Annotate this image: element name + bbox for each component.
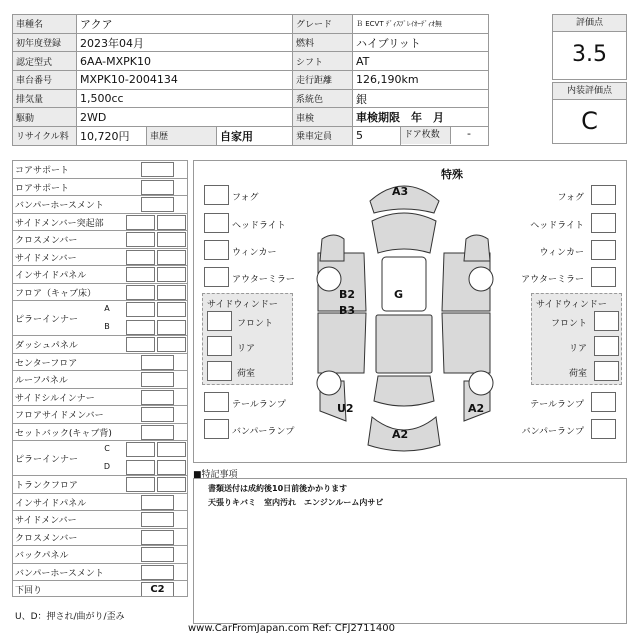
parts-row-label: ロアサポート — [15, 183, 70, 194]
parts-check-box — [157, 320, 186, 335]
parts-check-box — [126, 460, 155, 475]
shift-value: AT — [353, 52, 489, 71]
left-item-check[interactable] — [204, 185, 229, 205]
score-label: 評価点 — [553, 15, 626, 32]
right-item-label: ヘッドライト — [530, 221, 584, 231]
parts-row — [12, 388, 188, 406]
parts-row-label: ピラーインナー — [15, 315, 79, 325]
score-value: 3.5 — [572, 42, 607, 67]
parts-row — [12, 283, 188, 301]
side-window-right-title: サイドウィンドー — [536, 300, 607, 310]
right-front-fender — [464, 235, 490, 261]
parts-row — [12, 353, 188, 371]
parts-row-label: トランクフロア — [15, 481, 78, 491]
parts-row — [12, 335, 188, 353]
roof-panel — [376, 315, 432, 373]
parts-check-box — [141, 180, 174, 195]
side-window-label: リア — [568, 344, 587, 354]
parts-check-box — [141, 355, 174, 370]
color-value: 銀 — [353, 89, 489, 108]
side-window-left — [202, 293, 293, 385]
parts-check-box — [141, 425, 174, 440]
parts-row-label: インサイドパネル — [15, 498, 87, 509]
parts-check-box — [141, 390, 174, 405]
grade-glass: G — [394, 288, 404, 301]
parts-row — [12, 563, 188, 581]
parts-row — [12, 248, 188, 266]
side-window-label: 荷室 — [568, 369, 587, 379]
parts-check-box — [126, 477, 155, 492]
left-item-check[interactable] — [204, 240, 229, 260]
parts-row — [12, 545, 188, 563]
parts-row — [12, 423, 188, 441]
doors-label: ドア枚数 — [401, 127, 451, 144]
bottom-left-check[interactable] — [204, 419, 229, 439]
type-label: 認定型式 — [13, 52, 77, 71]
side-window-label: リア — [237, 344, 256, 354]
parts-row — [12, 580, 188, 598]
grade-rear-right: A2 — [468, 402, 485, 415]
interior-score-label: 内装評価点 — [553, 83, 626, 100]
bottom-left-label: テールランプ — [232, 400, 286, 410]
parts-check-box — [126, 442, 155, 457]
left-rear-door — [318, 313, 366, 373]
parts-check-box — [141, 162, 174, 177]
left-item-label: ウィンカー — [232, 248, 277, 258]
left-item-check[interactable] — [204, 213, 229, 233]
capacity-label: 乗車定員 — [293, 127, 353, 146]
parts-row-label: ダッシュパネル — [15, 341, 78, 351]
car-diagram-panel — [193, 160, 627, 463]
parts-row-label: バックパネル — [15, 551, 69, 561]
parts-row — [12, 160, 188, 178]
mileage-value: 126,190km — [353, 71, 489, 90]
parts-row-label: フロア（キャブ床） — [15, 288, 97, 299]
parts-row-label: コアサポート — [15, 166, 70, 176]
footer-reference: www.CarFromJapan.com Ref: CFJ2711400 — [188, 623, 395, 634]
recycle-label: リサイクル料 — [13, 127, 77, 146]
parts-check-box — [126, 215, 155, 230]
fuel-label: 燃料 — [293, 33, 353, 52]
bottom-left-label: バンパーランプ — [232, 427, 295, 437]
bottom-right-check[interactable] — [591, 392, 616, 412]
parts-check-box — [141, 372, 174, 387]
parts-row-label: サイドメンバー — [15, 516, 77, 526]
side-window-check[interactable] — [207, 361, 232, 381]
left-rear-wheel — [317, 371, 341, 395]
parts-check-box — [126, 320, 155, 335]
windshield-panel — [372, 213, 436, 253]
side-window-check[interactable] — [594, 311, 619, 331]
left-item-label: フォグ — [232, 193, 259, 203]
parts-check-box — [157, 215, 186, 230]
parts-row-label: バンパーホースメント — [15, 568, 104, 579]
right-rear-wheel — [469, 371, 493, 395]
history-label: 車歴 — [147, 127, 217, 146]
right-item-check[interactable] — [591, 240, 616, 260]
displacement-label: 排気量 — [13, 89, 77, 108]
side-window-label: フロント — [237, 319, 274, 329]
score-box — [552, 14, 627, 80]
model-label: 車種名 — [13, 15, 77, 34]
right-item-label: アウターミラー — [521, 275, 584, 285]
right-item-check[interactable] — [591, 267, 616, 287]
undercarriage-grade: C2 — [141, 582, 174, 597]
drive-value: 2WD — [77, 108, 293, 127]
parts-row — [12, 213, 188, 231]
mileage-label: 走行距離 — [293, 71, 353, 90]
grade-hood: A3 — [392, 185, 409, 198]
parts-row — [12, 195, 188, 213]
right-item-check[interactable] — [591, 185, 616, 205]
side-window-check[interactable] — [207, 336, 232, 356]
doors-value: - — [467, 127, 471, 141]
side-window-right — [531, 293, 622, 385]
drive-label: 駆動 — [13, 108, 77, 127]
pillar-sub-label: A — [104, 304, 110, 313]
model-value: アクア — [77, 15, 293, 34]
pillar-sub-label: D — [103, 461, 111, 471]
parts-row — [12, 265, 188, 283]
grade-roof-left2: B3 — [339, 304, 356, 317]
inspection-value: 車検期限 年 月 — [353, 108, 489, 127]
pillar-sub-label: C — [104, 444, 110, 453]
left-item-check[interactable] — [204, 267, 229, 287]
grade-value: Ｂ ECVT ﾃﾞｨｽﾌﾟﾚｲｵｰﾃﾞｨｵ無 — [353, 15, 489, 34]
parts-row-label: クロスメンバー — [15, 533, 78, 544]
chassis-label: 車台番号 — [13, 71, 77, 90]
parts-row-label: サイドシルインナー — [15, 393, 95, 404]
parts-row — [12, 475, 188, 493]
parts-row-label: バンパーホースメント — [15, 201, 104, 211]
parts-row — [12, 405, 188, 423]
right-item-label: ウィンカー — [539, 248, 584, 258]
parts-check-box — [157, 285, 186, 300]
parts-check-box — [126, 232, 155, 247]
inspection-label: 車検 — [293, 108, 353, 127]
left-item-label: ヘッドライト — [232, 221, 286, 231]
side-window-label: フロント — [550, 319, 587, 329]
grade-rear-bumper: A2 — [392, 428, 409, 441]
grade-rear-left: U2 — [337, 402, 354, 415]
first-reg-value: 2023年04月 — [77, 33, 293, 52]
parts-check-box — [157, 302, 186, 317]
notes-title: ■特記事項 — [193, 470, 238, 480]
pillar-sub-label: B — [104, 321, 110, 331]
parts-check-box — [157, 460, 186, 475]
parts-check-box — [126, 337, 155, 352]
parts-check-box — [126, 250, 155, 265]
parts-row-label: フロアサイドメンバー — [15, 411, 104, 421]
parts-row — [12, 528, 188, 546]
parts-check-box — [157, 250, 186, 265]
left-front-fender — [320, 235, 344, 261]
parts-row-label: サイドメンバー — [15, 253, 77, 264]
right-item-check[interactable] — [591, 213, 616, 233]
parts-check-box — [141, 197, 174, 212]
side-window-left-title: サイドウィンドー — [207, 300, 278, 310]
parts-row-label: サイドメンバー突起部 — [15, 218, 104, 229]
left-item-label: アウターミラー — [232, 275, 295, 285]
parts-row-label: ルーフパネル — [15, 376, 68, 386]
rear-window-panel — [374, 376, 434, 406]
side-window-check[interactable] — [594, 361, 619, 381]
interior-score-box — [552, 82, 627, 144]
special-label: 特殊 — [441, 168, 463, 181]
parts-check-box — [126, 285, 155, 300]
parts-row — [12, 230, 188, 248]
parts-row — [12, 510, 188, 528]
type-value: 6AA-MXPK10 — [77, 52, 293, 71]
fuel-value: ハイブリット — [353, 33, 489, 52]
parts-check-box — [126, 267, 155, 282]
grade-label: グレード — [293, 15, 353, 34]
interior-score-value: C — [581, 107, 598, 135]
parts-row — [12, 178, 188, 196]
grade-roof-left1: B2 — [339, 288, 356, 301]
parts-row-label: セットバック(キャブ背) — [15, 428, 112, 439]
parts-check-box — [157, 477, 186, 492]
right-item-label: フォグ — [557, 193, 584, 203]
front-seat-area — [382, 257, 426, 311]
legend-text: U、D：押され/曲がり/歪み — [15, 612, 125, 622]
right-front-wheel — [469, 267, 493, 291]
notes-box — [193, 478, 627, 624]
parts-row — [12, 370, 188, 388]
bottom-right-label: バンパーランプ — [521, 427, 584, 437]
chassis-value: MXPK10-2004134 — [77, 71, 293, 90]
parts-check-box — [157, 267, 186, 282]
parts-check-box — [141, 547, 174, 562]
parts-row-label: インサイドパネル — [15, 271, 87, 281]
side-window-label: 荷室 — [237, 369, 256, 379]
history-value: 自家用 — [217, 127, 293, 146]
bottom-right-check[interactable] — [591, 419, 616, 439]
notes-line2: 天張りキバミ 室内汚れ エンジンルーム内サビ — [208, 498, 384, 507]
parts-check-box — [141, 495, 174, 510]
parts-check-box — [141, 512, 174, 527]
parts-row — [12, 493, 188, 511]
parts-check-box — [126, 302, 155, 317]
first-reg-label: 初年度登録 — [13, 33, 77, 52]
notes-line1: 書類送付は成約後10日前後かかります — [208, 484, 348, 493]
color-label: 系統色 — [293, 89, 353, 108]
parts-check-box — [157, 337, 186, 352]
recycle-value: 10,720円 — [77, 127, 147, 146]
right-rear-door — [442, 313, 490, 373]
parts-check-box — [157, 442, 186, 457]
bottom-left-check[interactable] — [204, 392, 229, 412]
shift-label: シフト — [293, 52, 353, 71]
parts-row-label: クロスメンバー — [15, 236, 78, 246]
parts-check-box — [141, 530, 174, 545]
side-window-check[interactable] — [594, 336, 619, 356]
parts-row-label: ピラーインナー — [15, 455, 79, 465]
parts-row-label: 下回り — [15, 586, 43, 596]
vehicle-info-table — [12, 14, 489, 146]
parts-row — [12, 300, 188, 335]
parts-check-box — [157, 232, 186, 247]
side-window-check[interactable] — [207, 311, 232, 331]
parts-row — [12, 440, 188, 475]
left-front-wheel — [317, 267, 341, 291]
displacement-value: 1,500cc — [77, 89, 293, 108]
parts-check-box — [141, 565, 174, 580]
parts-row-label: センターフロア — [15, 358, 78, 369]
parts-check-box — [141, 407, 174, 422]
bottom-right-label: テールランプ — [530, 400, 584, 410]
capacity-value: 5 — [353, 127, 401, 146]
